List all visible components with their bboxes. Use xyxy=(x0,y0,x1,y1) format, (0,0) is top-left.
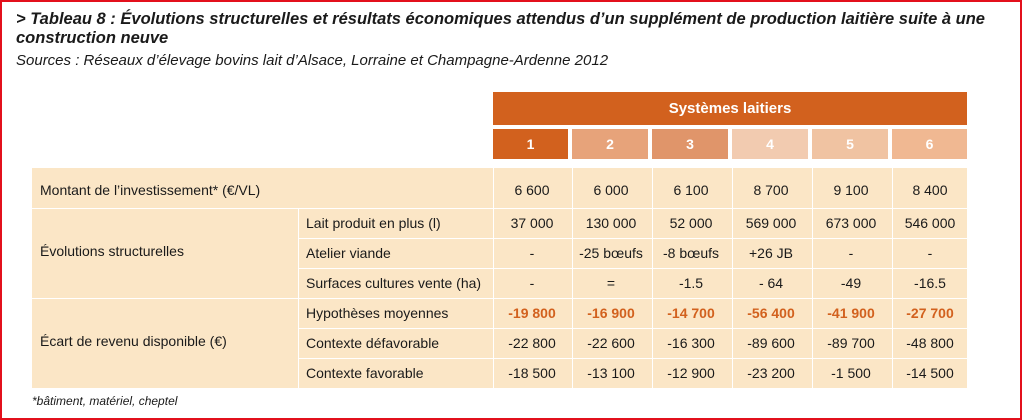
row-label: Hypothèses moyennes xyxy=(306,305,449,321)
row-label: Lait produit en plus (l) xyxy=(306,215,441,231)
system-header-4: 4 xyxy=(732,129,808,159)
table-cell: - xyxy=(927,245,933,261)
table-cell: = xyxy=(606,275,616,291)
row-label: Contexte favorable xyxy=(306,365,424,381)
system-header-2: 2 xyxy=(572,129,648,159)
system-header-5: 5 xyxy=(812,129,888,159)
investment-value: 8 400 xyxy=(912,182,948,198)
system-header-3: 3 xyxy=(652,129,728,159)
table-cell: -22 800 xyxy=(508,335,556,351)
table-cell: -18 500 xyxy=(508,365,556,381)
row-divider xyxy=(32,208,967,209)
row-divider xyxy=(298,238,967,239)
table-cell: -16 300 xyxy=(667,335,715,351)
table-cell: -23 200 xyxy=(747,365,795,381)
table-cell: -48 800 xyxy=(906,335,954,351)
revenu-group-label: Écart de revenu disponible (€) xyxy=(40,333,227,349)
highlighted-cell: -27 700 xyxy=(906,305,954,321)
row-label: Surfaces cultures vente (ha) xyxy=(306,275,482,291)
system-header-6: 6 xyxy=(892,129,967,159)
table-cell: 37 000 xyxy=(510,215,554,231)
system-header-1: 1 xyxy=(493,129,568,159)
table-cell: -1.5 xyxy=(678,275,704,291)
table-cell: -13 100 xyxy=(587,365,635,381)
table-cell: - xyxy=(529,245,535,261)
table-cell: -12 900 xyxy=(667,365,715,381)
table-cell: -14 500 xyxy=(906,365,954,381)
column-divider xyxy=(298,208,299,388)
row-label: Contexte défavorable xyxy=(306,335,440,351)
footnote: *bâtiment, matériel, cheptel xyxy=(32,394,178,408)
table-cell: -25 bœufs xyxy=(579,245,643,261)
table-cell: -16.5 xyxy=(914,275,946,291)
investment-value: 6 600 xyxy=(514,182,550,198)
table-cell: -1 500 xyxy=(831,365,871,381)
table-cell: - xyxy=(848,245,854,261)
table-cell: - xyxy=(529,275,535,291)
row-divider xyxy=(298,358,967,359)
table-cell: -89 700 xyxy=(827,335,875,351)
table-cell: -8 bœufs xyxy=(662,245,719,261)
investment-value: 6 000 xyxy=(593,182,629,198)
investment-label: Montant de l’investissement* (€/VL) xyxy=(40,182,261,198)
highlighted-cell: -16 900 xyxy=(587,305,635,321)
table-cell: 546 000 xyxy=(904,215,956,231)
investment-value: 9 100 xyxy=(833,182,869,198)
table-cell: +26 JB xyxy=(749,245,793,261)
table-sources: Sources : Réseaux d’élevage bovins lait d’Alsace, Lorraine et Champagne-Ardenne 2012 xyxy=(16,52,609,69)
highlighted-cell: -19 800 xyxy=(508,305,556,321)
row-divider xyxy=(32,298,967,299)
row-divider xyxy=(298,268,967,269)
table-cell: -22 600 xyxy=(587,335,635,351)
table-cell: 52 000 xyxy=(669,215,713,231)
evolutions-group-label: Évolutions structurelles xyxy=(40,243,184,259)
table-title: > Tableau 8 : Évolutions structurelles et résultats économiques attendus d’un supplément de production laitière suite à une construction neuve xyxy=(16,10,985,47)
investment-value: 6 100 xyxy=(673,182,709,198)
highlighted-cell: -14 700 xyxy=(667,305,715,321)
investment-value: 8 700 xyxy=(753,182,789,198)
table-cell: - 64 xyxy=(758,275,784,291)
highlighted-cell: -41 900 xyxy=(827,305,875,321)
table-cell: 673 000 xyxy=(825,215,877,231)
table-cell: -49 xyxy=(840,275,862,291)
table-cell: 130 000 xyxy=(585,215,637,231)
row-divider xyxy=(298,328,967,329)
systemes-laitiers-header: Systèmes laitiers xyxy=(493,92,967,125)
highlighted-cell: -56 400 xyxy=(747,305,795,321)
table-cell: -89 600 xyxy=(747,335,795,351)
table-cell: 569 000 xyxy=(745,215,797,231)
row-label: Atelier viande xyxy=(306,245,391,261)
